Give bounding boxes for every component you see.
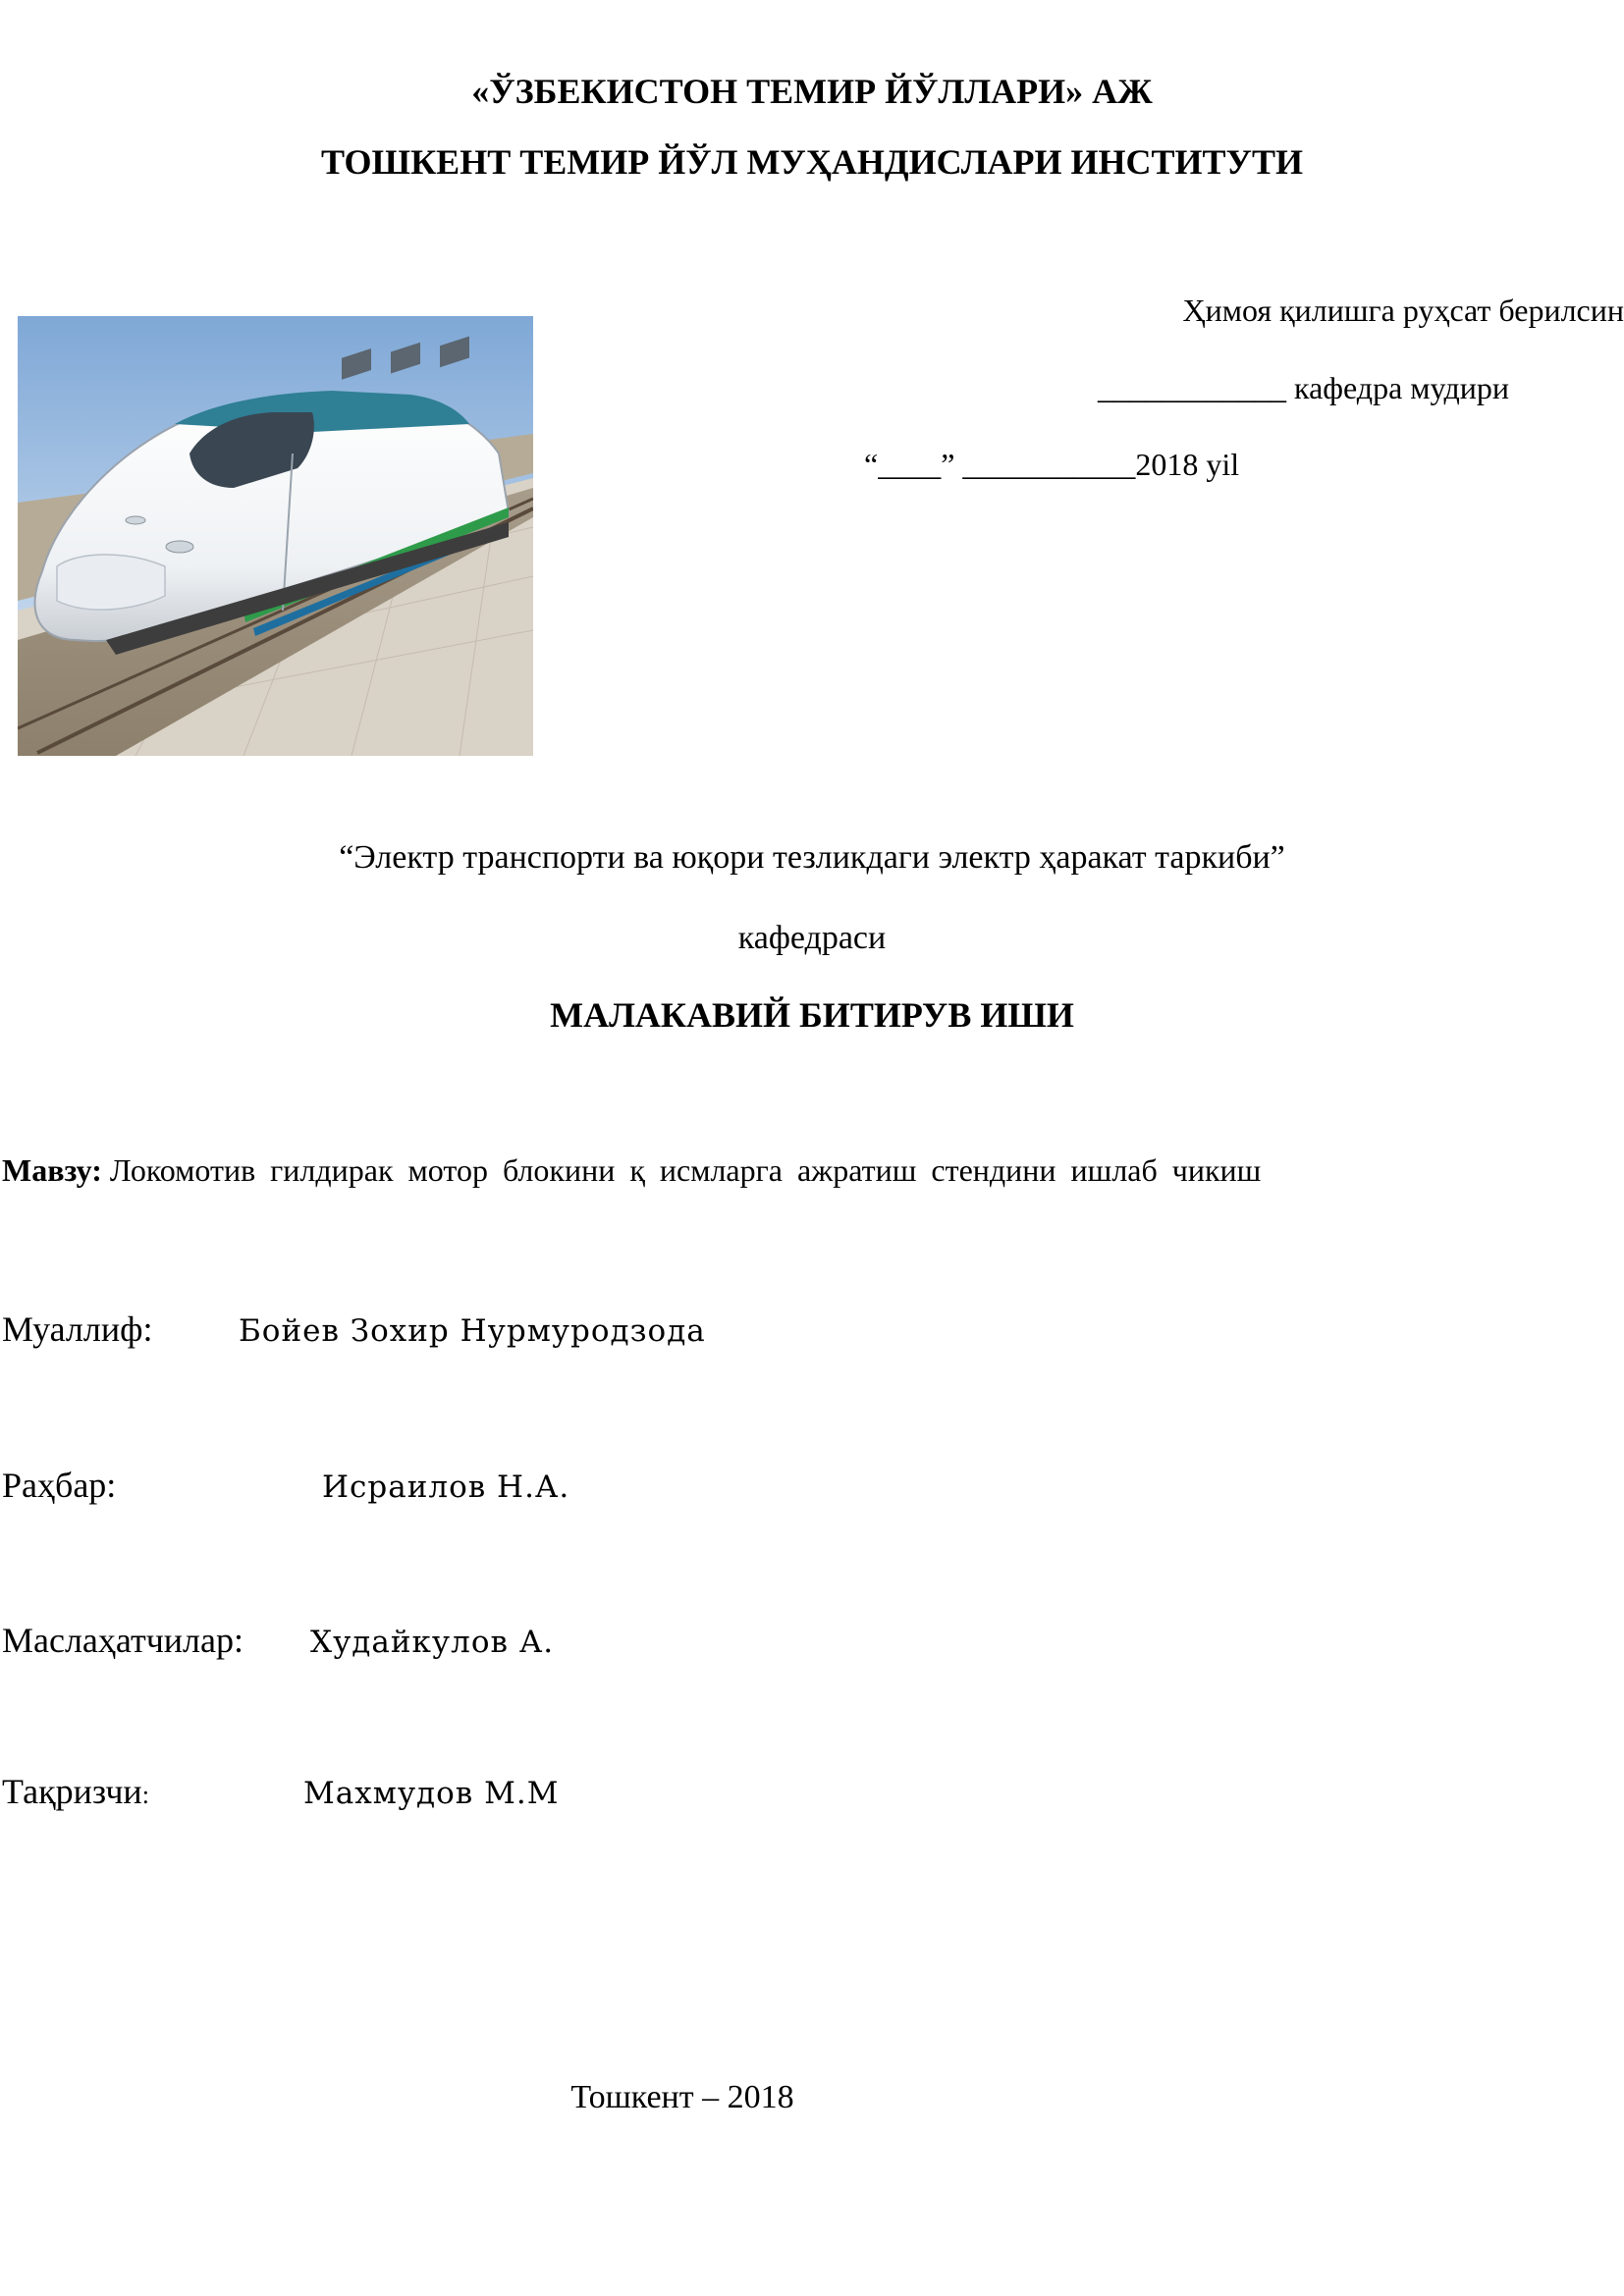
institute-heading: ТОШКЕНТ ТЕМИР ЙЎЛ МУҲАНДИСЛАРИ ИНСТИТУТИ: [321, 142, 1303, 182]
reviewer-label: Тақризчи: [2, 1772, 142, 1811]
supervisor-name: Исраилов Н.А.: [322, 1469, 570, 1505]
work-title: МАЛАКАВИЙ БИТИРУВ ИШИ: [550, 995, 1074, 1035]
consultants-label: Маслаҳатчилар:: [2, 1621, 244, 1660]
approval-date-line: “____” ___________2018 yil: [864, 447, 1240, 482]
reviewer-colon: :: [141, 1781, 149, 1809]
topic-line: [2, 1152, 1261, 1189]
author-name: Бойев Зохир Нурмуродзода: [239, 1313, 706, 1349]
consultant-name: Худайкулов А.: [310, 1625, 555, 1660]
train-photo: [18, 316, 533, 756]
city-year: Тошкент – 2018: [570, 2079, 794, 2115]
department-name: “Электр транспорти ва юқори тезликдаги электр ҳаракат таркиби”: [339, 839, 1285, 876]
reviewer-name: Махмудов М.М: [303, 1776, 560, 1811]
author-label: Муаллиф:: [2, 1309, 153, 1349]
topic-text: Локомотив гилдирак мотор блокини қ исмларга ажратиш стендини ишлаб чикиш: [109, 1152, 1262, 1188]
reviewer-label-line: [2, 1771, 149, 1812]
approval-line-1: Ҳимоя қилишга руҳсат берилсин: [1182, 293, 1624, 328]
topic-label: Мавзу:: [2, 1152, 102, 1188]
organization-heading: «ЎЗБЕКИСТОН ТЕМИР ЙЎЛЛАРИ» АЖ: [471, 72, 1153, 111]
department-suffix: кафедраси: [737, 920, 887, 956]
approval-line-2: ____________ кафедра мудири: [1098, 370, 1510, 405]
supervisor-label: Раҳбар:: [2, 1466, 117, 1505]
